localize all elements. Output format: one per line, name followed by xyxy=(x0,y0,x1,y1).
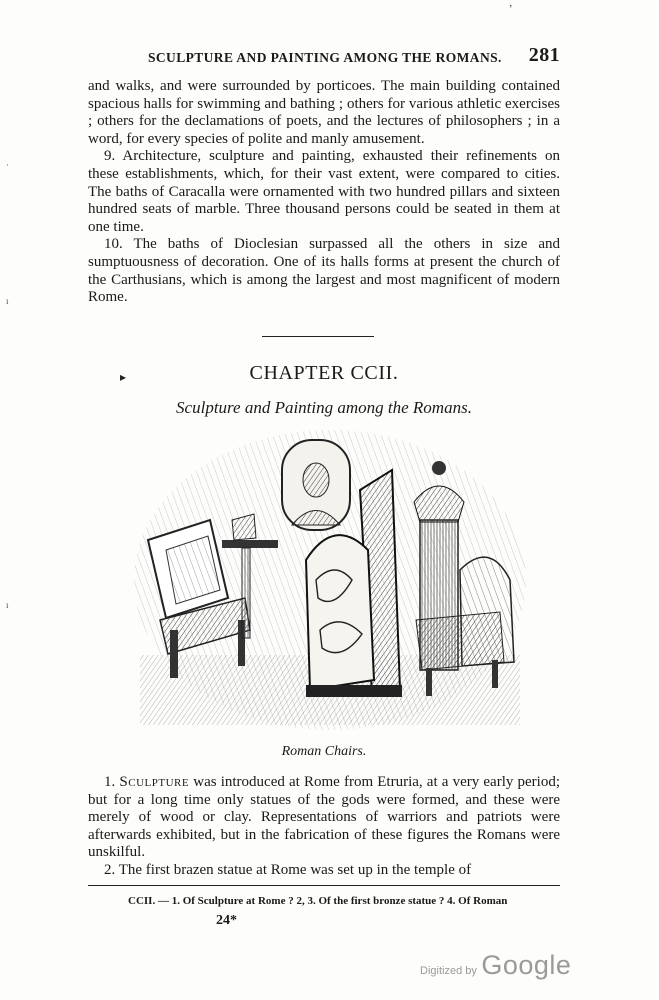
paragraph: 9. Architecture, sculpture and painting, exhausted their refinements on these establishments, which, for their vast extent, were compared to cities. The baths of Caracalla were ornamented with two hundred pillars and sixteen hundred seats of marble. Three thousand persons could be seated in them at one time. xyxy=(88,148,560,235)
stray-mark: ʼ xyxy=(509,4,513,15)
lower-text-block xyxy=(88,774,560,880)
digitization-watermark xyxy=(420,950,571,981)
watermark-prefix: Digitized by xyxy=(420,965,477,977)
paragraph: and walks, and were surrounded by porticoes. The main building contained spacious halls for swimming and bathing ; others for various athletic exercises ; others for the declamations of poets, and the lectures of philosophers ; in a word, for every species of polite and manly amusement. xyxy=(88,78,560,147)
engraving-image xyxy=(130,430,530,740)
stray-mark: ▸ xyxy=(120,370,127,384)
paragraph-body: was introduced at Rome from Etruria, at a very early period; but for a long time only statues of the gods were formed, and these were merely of wood or clay. Representations of warriors and patriots were afterwards exhibited, but in the fabrication of these figures the Romans were unskilful. xyxy=(88,774,560,861)
stray-mark: ı xyxy=(6,600,9,610)
footnote-divider xyxy=(88,885,560,886)
section-divider xyxy=(262,336,374,337)
running-header xyxy=(100,44,560,68)
chapter-title: CHAPTER CCII. xyxy=(249,362,399,384)
upper-text-block xyxy=(88,78,560,307)
stray-mark: ı xyxy=(6,296,9,306)
watermark-brand: Google xyxy=(481,950,572,980)
paragraph xyxy=(88,774,560,862)
figure-caption: Roman Chairs. xyxy=(281,744,367,759)
page-number: 281 xyxy=(528,44,560,66)
chapter-subtitle: Sculpture and Painting among the Romans. xyxy=(176,398,472,417)
paragraph: 2. The first brazen statue at Rome was set up in the temple of xyxy=(104,861,472,878)
roman-chairs-engraving xyxy=(130,430,530,740)
paragraph: 10. The baths of Dioclesian surpassed all the others in size and sumptuousness of decoration. One of its halls forms at present the church of the Carthusians, which is among the largest and most magnificent of modern Rome. xyxy=(88,236,560,306)
running-title: SCULPTURE AND PAINTING AMONG THE ROMANS. xyxy=(148,50,502,65)
stray-mark: · xyxy=(6,160,9,170)
footnote-questions: CCII. — 1. Of Sculpture at Rome ? 2, 3. Of the first bronze statue ? 4. Of Roman xyxy=(128,895,508,907)
paragraph-number: 1. xyxy=(104,774,120,790)
printer-signature: 24* xyxy=(216,913,237,928)
lead-word: Sculpture xyxy=(119,774,190,790)
